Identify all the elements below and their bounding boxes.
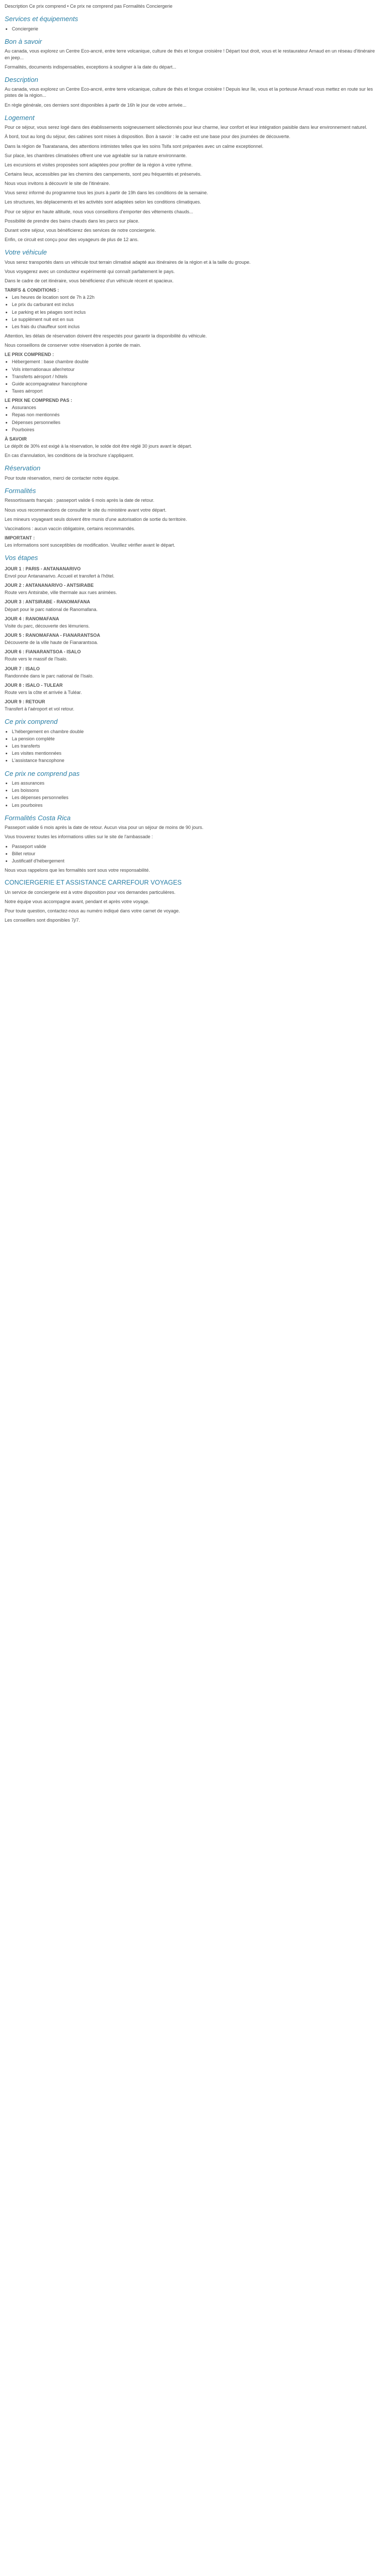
nocomprend-title: Ce prix ne comprend pas xyxy=(5,769,80,777)
paragraph: Sur place, les chambres climatisées offrent une vue agréable sur la nature environnante. xyxy=(5,152,187,158)
comprend-title: Ce prix comprend xyxy=(5,718,58,726)
list-item: • Les boissons xyxy=(12,787,377,793)
paragraph: Possibilité de prendre des bains chauds dans les parcs sur place. xyxy=(5,218,140,224)
paragraph: Enfin, ce circuit est conçu pour des voyageurs de plus de 12 ans. xyxy=(5,237,139,242)
day-title: JOUR 2 : ANTANANARIVO - ANTSIRABE xyxy=(5,583,94,588)
list-item: • Le prix du carburant est inclus xyxy=(12,301,377,308)
day-title: JOUR 8 : ISALO - TULEAR xyxy=(5,682,63,688)
supplement-title: À SAVOIR xyxy=(5,436,27,442)
vehicule-title: Votre véhicule xyxy=(5,248,47,257)
paragraph: Route vers Antsirabe, ville thermale aux rues animées. xyxy=(5,590,117,596)
paragraph: Nous vous invitons à découvrir le site de l'itinéraire. xyxy=(5,181,110,187)
prix-ne-comprend-title: LE PRIX NE COMPREND PAS : xyxy=(5,398,72,403)
paragraph: Vous serez transportés dans un véhicule tout terrain climatisé adapté aux itinéraires de la région et à la taille du groupe. xyxy=(5,259,251,265)
paragraph: Vaccinations : aucun vaccin obligatoire, certains recommandés. xyxy=(5,526,135,531)
list-item: • La pension complète xyxy=(12,736,377,742)
prix-ne-comprend-list xyxy=(12,404,377,433)
services-title: Services et équipements xyxy=(5,15,78,23)
paragraph: Le dépôt de 30% est exigé à la réservation, le solde doit être réglé 30 jours avant le départ. xyxy=(5,443,192,449)
list-item: • Dépenses personnelles xyxy=(12,419,377,426)
paragraph: Au canada, vous explorez un Centre Eco-ancré, entre terre volcanique, culture de thés et longue croisière ! Départ tout droit, vous et le restaurateur Arnaud en un réseau d'itinéraire en jeep... xyxy=(5,48,375,60)
concierge-title: CONCIERGERIE ET ASSISTANCE CARREFOUR VOYAGES xyxy=(5,879,182,887)
list-item: • Billet retour xyxy=(12,851,377,857)
vehicule-subtitle: TARIFS & CONDITIONS : xyxy=(5,287,59,293)
paragraph: Vous serez informé du programme tous les jours à partir de 19h dans les conditions de la semaine. xyxy=(5,190,208,196)
paragraph: Formalités, documents indispensables, exceptions à souligner à la date du départ... xyxy=(5,64,176,70)
comprend-list xyxy=(12,728,377,764)
paragraph: Notre équipe vous accompagne avant, pendant et après votre voyage. xyxy=(5,899,150,905)
paragraph: Visite du parc, découverte des lémuriens. xyxy=(5,623,90,629)
list-item: • Taxes aéroport xyxy=(12,388,377,394)
formalites-title: Formalités xyxy=(5,486,36,495)
day-title: JOUR 7 : ISALO xyxy=(5,666,40,671)
paragraph: Route vers le massif de l'Isalo. xyxy=(5,656,68,662)
list-item: • Transferts aéroport / hôtels xyxy=(12,374,377,380)
paragraph: Au canada, vous explorez un Centre Eco-ancré, entre terre volcanique, culture de thés et longue croisière ! Depuis leur île, vous et la porteuse Arnaud vous mettez en route sur les pistes de la région... xyxy=(5,87,373,98)
logement-title: Logement xyxy=(5,113,35,122)
day-title: JOUR 4 : RANOMAFANA xyxy=(5,616,59,621)
services-list xyxy=(12,26,377,32)
paragraph: Route vers la côte et arrivée à Tuléar. xyxy=(5,689,82,695)
paragraph: Les informations sont susceptibles de modification. Veuillez vérifier avant le départ. xyxy=(5,543,175,548)
list-item: • Les assurances xyxy=(12,780,377,786)
paragraph: Pour toute réservation, merci de contacter notre équipe. xyxy=(5,475,120,481)
bus-title: Bon à savoir xyxy=(5,37,42,45)
day-title: JOUR 3 : ANTSIRABE - RANOMAFANA xyxy=(5,599,90,605)
intro-text: Description Ce prix comprend • Ce prix ne comprend pas Formalités Conciergerie xyxy=(5,4,173,9)
paragraph: Nous vous rappelons que les formalités sont sous votre responsabilité. xyxy=(5,867,150,873)
paragraph: Départ pour le parc national de Ranomafana. xyxy=(5,606,98,612)
list-item: • Pourboires xyxy=(12,427,377,433)
important-title: IMPORTANT : xyxy=(5,535,35,540)
list-item: • Vols internationaux aller/retour xyxy=(12,366,377,372)
nocomprend-list xyxy=(12,780,377,808)
paragraph: Pour ce séjour, vous serez logé dans des établissements soigneusement sélectionnés pour leur charme, leur confort et leur intégration paisible dans leur environnement naturel. xyxy=(5,125,367,130)
prix-comprend-title: LE PRIX COMPREND : xyxy=(5,352,54,358)
day-title: JOUR 1 : PARIS - ANTANANARIVO xyxy=(5,566,81,571)
paragraph: Les mineurs voyageant seuls doivent être munis d'une autorisation de sortie du territoire. xyxy=(5,516,187,522)
paragraph: Vous trouverez toutes les informations utiles sur le site de l'ambassade : xyxy=(5,834,153,840)
paragraph: Nous conseillons de conserver votre réservation à portée de main. xyxy=(5,343,141,348)
list-item: • Les transferts xyxy=(12,743,377,749)
paragraph: Attention, les délais de réservation doivent être respectés pour garantir la disponibilité du véhicule. xyxy=(5,333,207,338)
list-item: • Les pourboires xyxy=(12,802,377,808)
reservation-title: Réservation xyxy=(5,464,41,472)
description-title: Description xyxy=(5,75,39,83)
paragraph: Les conseillers sont disponibles 7j/7. xyxy=(5,918,80,923)
transport-title: Vos étapes xyxy=(5,554,38,562)
paragraph: Randonnée dans le parc national de l'Isalo. xyxy=(5,673,94,679)
day-title: JOUR 9 : RETOUR xyxy=(5,699,45,705)
list-item: • Les frais du chauffeur sont inclus xyxy=(12,324,377,330)
paragraph: Nous vous recommandons de consulter le site du ministère avant votre départ. xyxy=(5,507,167,513)
paragraph: À bord, tout au long du séjour, des cabines sont mises à disposition. Bon à savoir : le cadre est une base pour des journées de découverte. xyxy=(5,134,290,140)
page xyxy=(0,0,382,937)
paragraph: En règle générale, ces derniers sont disponibles à partir de 16h le jour de votre arrivée... xyxy=(5,102,187,108)
list-item: • Assurances xyxy=(12,404,377,411)
list-item: • Conciergerie xyxy=(12,26,377,32)
paragraph: Un service de conciergerie est à votre disposition pour vos demandes particulières. xyxy=(5,889,176,895)
list-item: • L'hébergement en chambre double xyxy=(12,728,377,735)
paragraph: Envol pour Antananarivo. Accueil et transfert à l'hôtel. xyxy=(5,573,115,579)
paragraph: Pour ce séjour en haute altitude, nous vous conseillons d'emporter des vêtements chauds... xyxy=(5,209,193,214)
paragraph: Dans la région de Tsaratanana, des attentions intimistes telles que les soins Tsifa sont préparées avec un calme exceptionnel. xyxy=(5,143,264,149)
list-item: • Hébergement : base chambre double xyxy=(12,359,377,365)
formalite-list xyxy=(12,843,377,864)
list-item: • Justificatif d'hébergement xyxy=(12,858,377,864)
list-item: • Guide accompagnateur francophone xyxy=(12,381,377,387)
day-title: JOUR 5 : RANOMAFANA - FIANARANTSOA xyxy=(5,632,101,638)
paragraph: Les excursions et visites proposées sont adaptées pour profiter de la région à votre rythme. xyxy=(5,162,193,167)
paragraph: Durant votre séjour, vous bénéficierez des services de notre conciergerie. xyxy=(5,227,156,233)
day-title: JOUR 6 : FIANARANTSOA - ISALO xyxy=(5,649,81,655)
list-item: • Les heures de location sont de 7h à 22h xyxy=(12,294,377,300)
list-item: • Les dépenses personnelles xyxy=(12,794,377,801)
prix-comprend-list xyxy=(12,359,377,394)
paragraph: Transfert à l'aéroport et vol retour. xyxy=(5,706,74,712)
paragraph: Passeport valide 6 mois après la date de retour. Aucun visa pour un séjour de moins de 90 jours. xyxy=(5,825,204,831)
list-item: • Passeport valide xyxy=(12,843,377,850)
paragraph: Ressortissants français : passeport valide 6 mois après la date de retour. xyxy=(5,498,155,503)
paragraph: Dans le cadre de cet itinéraire, vous bénéficierez d'un véhicule récent et spacieux. xyxy=(5,278,174,283)
list-item: • Le supplément nuit est en sus xyxy=(12,316,377,323)
paragraph: Les structures, les déplacements et les activités sont adaptées selon les conditions climatiques. xyxy=(5,199,201,205)
vehicule-list xyxy=(12,294,377,330)
formalite-title: Formalités Costa Rica xyxy=(5,814,71,822)
paragraph: Vous voyagerez avec un conducteur expérimenté qui connaît parfaitement le pays. xyxy=(5,268,175,274)
list-item: • Le parking et les péages sont inclus xyxy=(12,309,377,315)
list-item: • Repas non mentionnés xyxy=(12,412,377,418)
paragraph: En cas d'annulation, les conditions de la brochure s'appliquent. xyxy=(5,453,134,459)
list-item: • Les visites mentionnées xyxy=(12,750,377,756)
paragraph: Découverte de la ville haute de Fianarantsoa. xyxy=(5,640,99,646)
paragraph: Certains lieux, accessibles par les chemins des campements, sont peu fréquentés et préservés. xyxy=(5,172,202,177)
paragraph: Pour toute question, contactez-nous au numéro indiqué dans votre carnet de voyage. xyxy=(5,908,180,914)
list-item: • L'assistance francophone xyxy=(12,757,377,764)
